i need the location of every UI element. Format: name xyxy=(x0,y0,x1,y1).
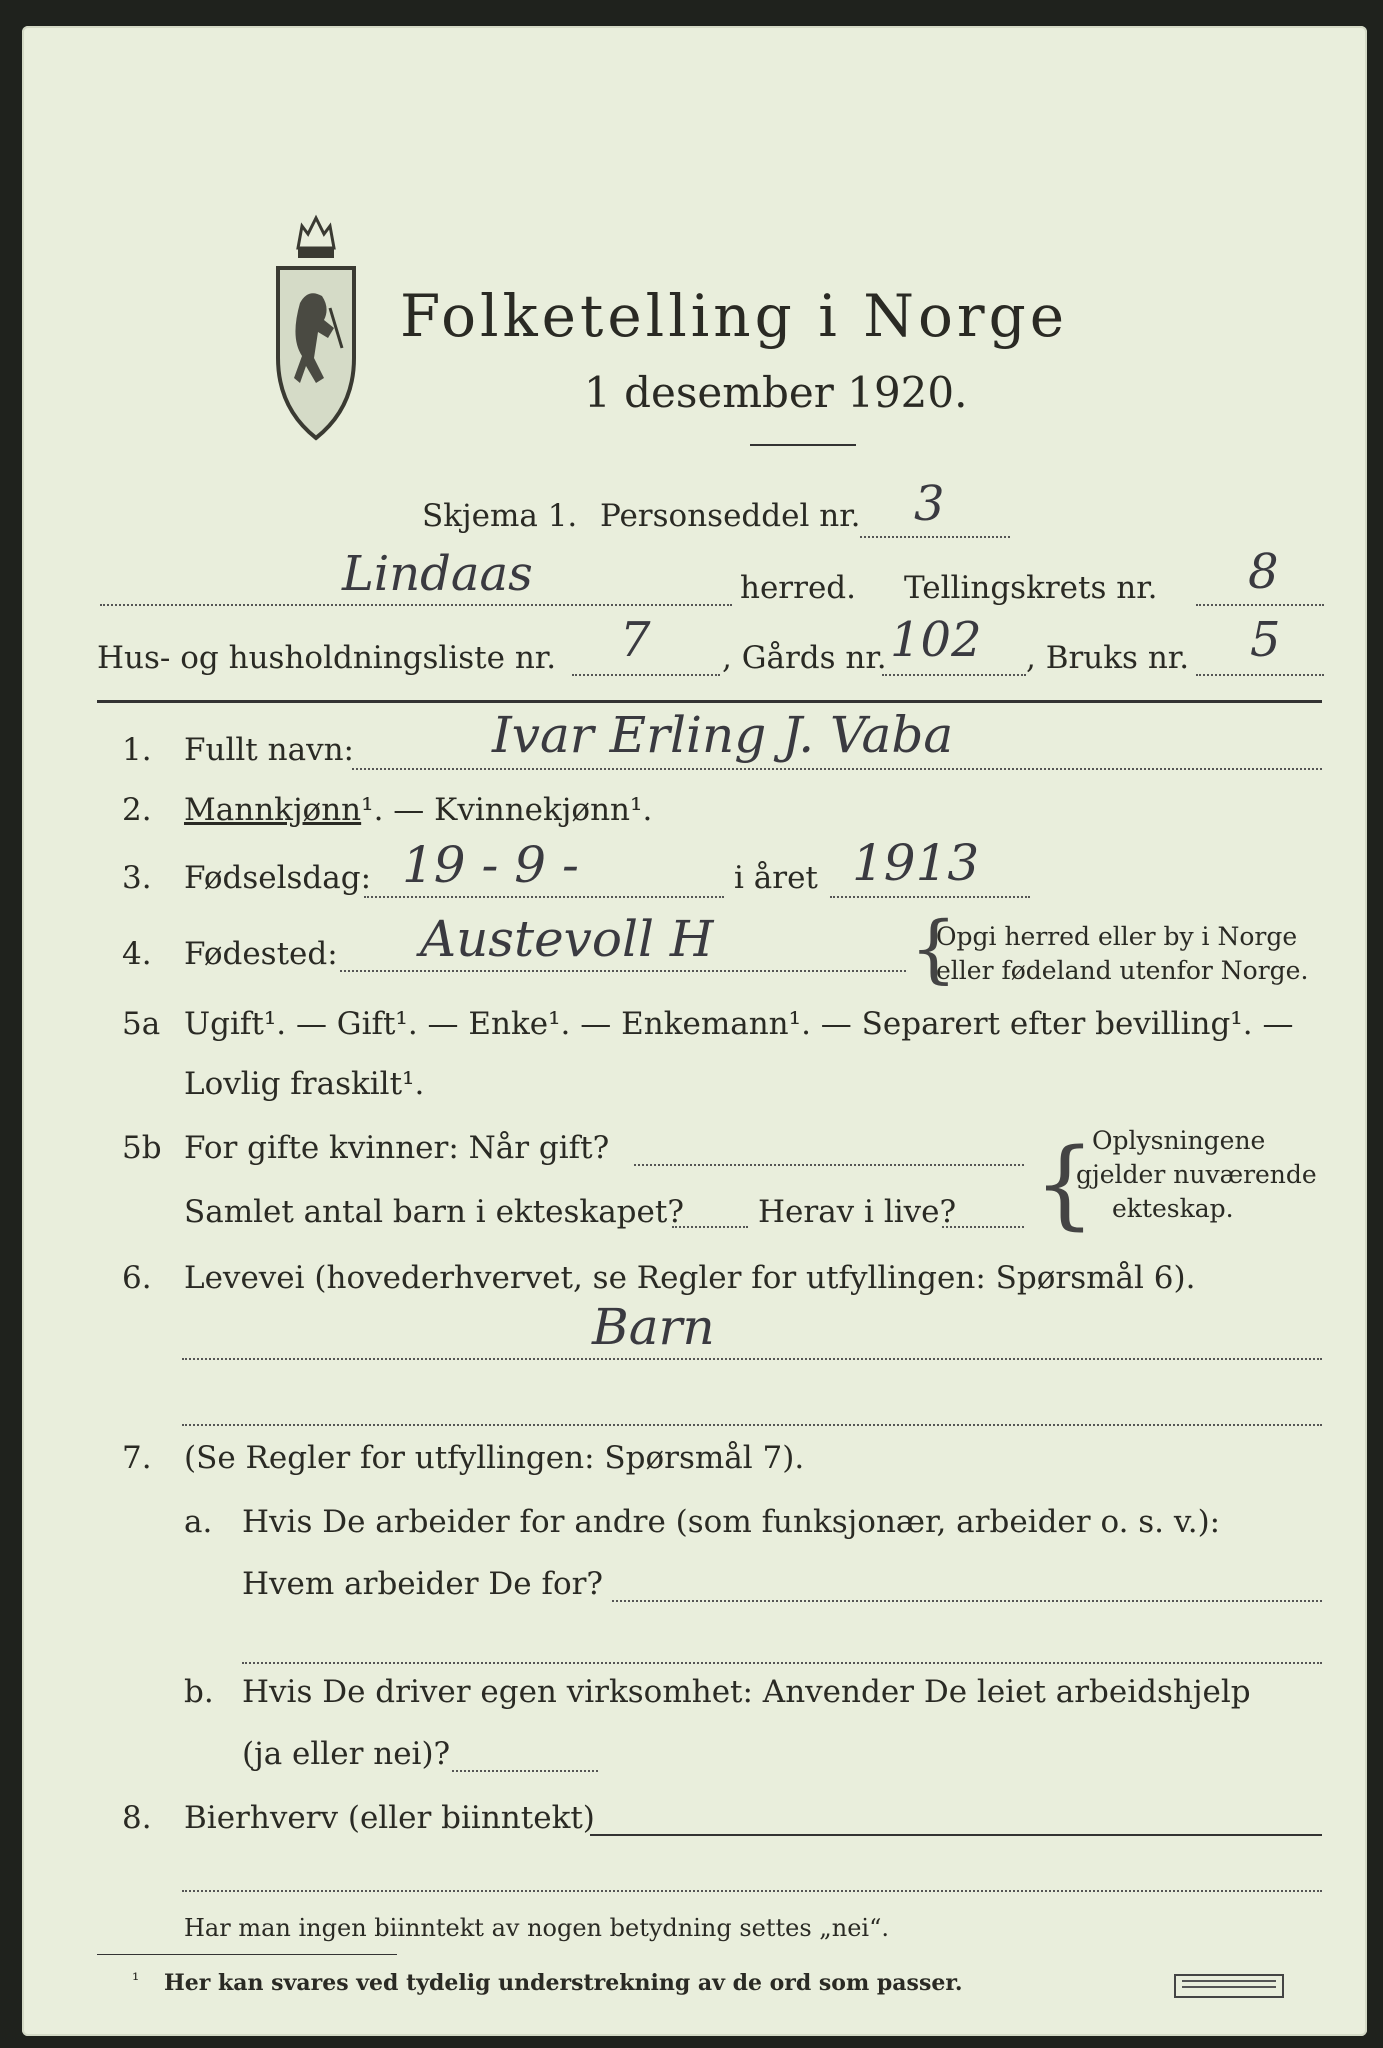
q2-separator: ¹. — xyxy=(361,792,425,828)
q5a-divorced-option[interactable]: Lovlig fraskilt¹. xyxy=(184,1066,425,1102)
q7-label: (Se Regler for utfyllingen: Spørsmål 7). xyxy=(184,1440,805,1476)
q4-line xyxy=(340,970,906,972)
q7b-answer-line xyxy=(452,1770,598,1772)
q7a-answer-line-2 xyxy=(242,1662,1322,1664)
bruks-line xyxy=(1196,674,1324,676)
q5b-number: 5b xyxy=(122,1130,162,1166)
q2-male-option[interactable]: Mannkjønn xyxy=(184,792,362,828)
q7b-number: b. xyxy=(184,1674,214,1710)
printer-stamp xyxy=(1174,1974,1284,1998)
q5b-note-line3: ekteskap. xyxy=(1112,1194,1234,1223)
q5a-number: 5a xyxy=(122,1006,161,1042)
q3-day-line xyxy=(364,896,724,898)
q5b-alive-line xyxy=(942,1226,1024,1228)
q1-line xyxy=(352,768,1322,770)
q6-line-2 xyxy=(182,1424,1322,1426)
q5b-children-line xyxy=(672,1226,748,1228)
q8-label: Bierhverv (eller biinntekt) xyxy=(184,1800,595,1836)
q4-brace: { xyxy=(910,906,958,992)
q2-end-mark: ¹. xyxy=(630,792,653,828)
header-divider xyxy=(97,700,1322,703)
q5b-brace: { xyxy=(1034,1128,1096,1240)
q7a-number: a. xyxy=(184,1504,213,1540)
q4-note-line1: Opgi herred eller by i Norge xyxy=(936,922,1298,951)
q6-number: 6. xyxy=(122,1260,152,1296)
tellingskrets-nr-value[interactable]: 8 xyxy=(1248,544,1279,600)
q4-birthplace-value[interactable]: Austevoll H xyxy=(420,910,714,968)
q4-number: 4. xyxy=(122,936,152,972)
q2-gender-options xyxy=(184,792,652,828)
q3-number: 3. xyxy=(122,860,152,896)
q3-year-value[interactable]: 1913 xyxy=(852,834,980,892)
personseddel-label: Personseddel nr. xyxy=(600,498,861,534)
q5b-alive-label: Herav i live? xyxy=(758,1194,957,1230)
q8-number: 8. xyxy=(122,1800,152,1836)
personseddel-line xyxy=(860,536,1010,538)
q6-label: Levevei (hovederhvervet, se Regler for utfyllingen: Spørsmål 6). xyxy=(184,1260,1196,1296)
q5b-note-line1: Oplysningene xyxy=(1092,1126,1266,1155)
gards-line xyxy=(882,674,1026,676)
herred-label: herred. xyxy=(740,570,856,606)
q6-line-1 xyxy=(182,1358,1322,1360)
biinntekt-note: Har man ingen biinntekt av nogen betydning settes „nei“. xyxy=(184,1914,889,1942)
census-form-sheet xyxy=(22,26,1367,2036)
form-title: Folketelling i Norge xyxy=(400,282,1069,350)
schema-label: Skjema 1. xyxy=(422,498,578,534)
footnote-mark: ¹ xyxy=(132,1970,140,1991)
q5b-married-when-line xyxy=(634,1164,1024,1166)
tellingskrets-line xyxy=(1196,604,1324,606)
q1-full-name-value[interactable]: Ivar Erling J. Vaba xyxy=(492,706,954,764)
personseddel-nr-value[interactable]: 3 xyxy=(914,476,945,532)
q3-year-label: i året xyxy=(734,860,818,896)
q7a-line2: Hvem arbeider De for? xyxy=(242,1566,604,1602)
q7b-line1: Hvis De driver egen virksomhet: Anvender De leiet arbeidshjelp xyxy=(242,1674,1251,1710)
census-date: 1 desember 1920. xyxy=(584,368,968,417)
coat-of-arms-icon xyxy=(270,208,362,448)
q7a-answer-line-1 xyxy=(612,1600,1322,1602)
q5b-married-when-label: For gifte kvinner: Når gift? xyxy=(184,1130,610,1166)
bruks-label: , Bruks nr. xyxy=(1026,640,1190,676)
q1-number: 1. xyxy=(122,732,152,768)
q5b-children-label: Samlet antal barn i ekteskapet? xyxy=(184,1194,684,1230)
q8-answer-line-1 xyxy=(590,1834,1322,1836)
herred-value[interactable]: Lindaas xyxy=(342,546,533,602)
q5b-note-line2: gjelder nuværende xyxy=(1076,1160,1317,1189)
q7-number: 7. xyxy=(122,1440,152,1476)
q3-year-line xyxy=(830,896,1030,898)
tellingskrets-label: Tellingskrets nr. xyxy=(904,570,1158,606)
q3-label: Fødselsdag: xyxy=(184,860,372,896)
herred-line xyxy=(100,604,732,606)
q2-number: 2. xyxy=(122,792,152,828)
q1-label: Fullt navn: xyxy=(184,732,354,768)
q8-answer-line-2 xyxy=(182,1890,1322,1892)
husliste-nr-value[interactable]: 7 xyxy=(620,612,651,668)
gards-nr-value[interactable]: 102 xyxy=(890,612,982,668)
q3-birthdate-value[interactable]: 19 - 9 - xyxy=(402,836,579,894)
q5a-marital-options[interactable]: Ugift¹. — Gift¹. — Enke¹. — Enkemann¹. — Separert efter bevilling¹. — xyxy=(184,1006,1294,1042)
footnote-rule xyxy=(97,1954,397,1955)
title-rule xyxy=(750,444,856,446)
bruks-nr-value[interactable]: 5 xyxy=(1250,612,1281,668)
q7b-line2: (ja eller nei)? xyxy=(242,1736,451,1772)
q2-female-option[interactable]: Kvinnekjønn xyxy=(434,792,631,828)
q4-note-line2: eller fødeland utenfor Norge. xyxy=(936,956,1309,985)
husliste-line xyxy=(572,674,720,676)
husliste-label: Hus- og husholdningsliste nr. xyxy=(97,640,557,676)
gards-label: , Gårds nr. xyxy=(722,640,887,676)
q7a-line1: Hvis De arbeider for andre (som funksjonær, arbeider o. s. v.): xyxy=(242,1504,1221,1540)
q6-occupation-value[interactable]: Barn xyxy=(592,1298,715,1356)
footnote-text: Her kan svares ved tydelig understrekning av de ord som passer. xyxy=(164,1970,963,1996)
q4-label: Fødested: xyxy=(184,936,338,972)
